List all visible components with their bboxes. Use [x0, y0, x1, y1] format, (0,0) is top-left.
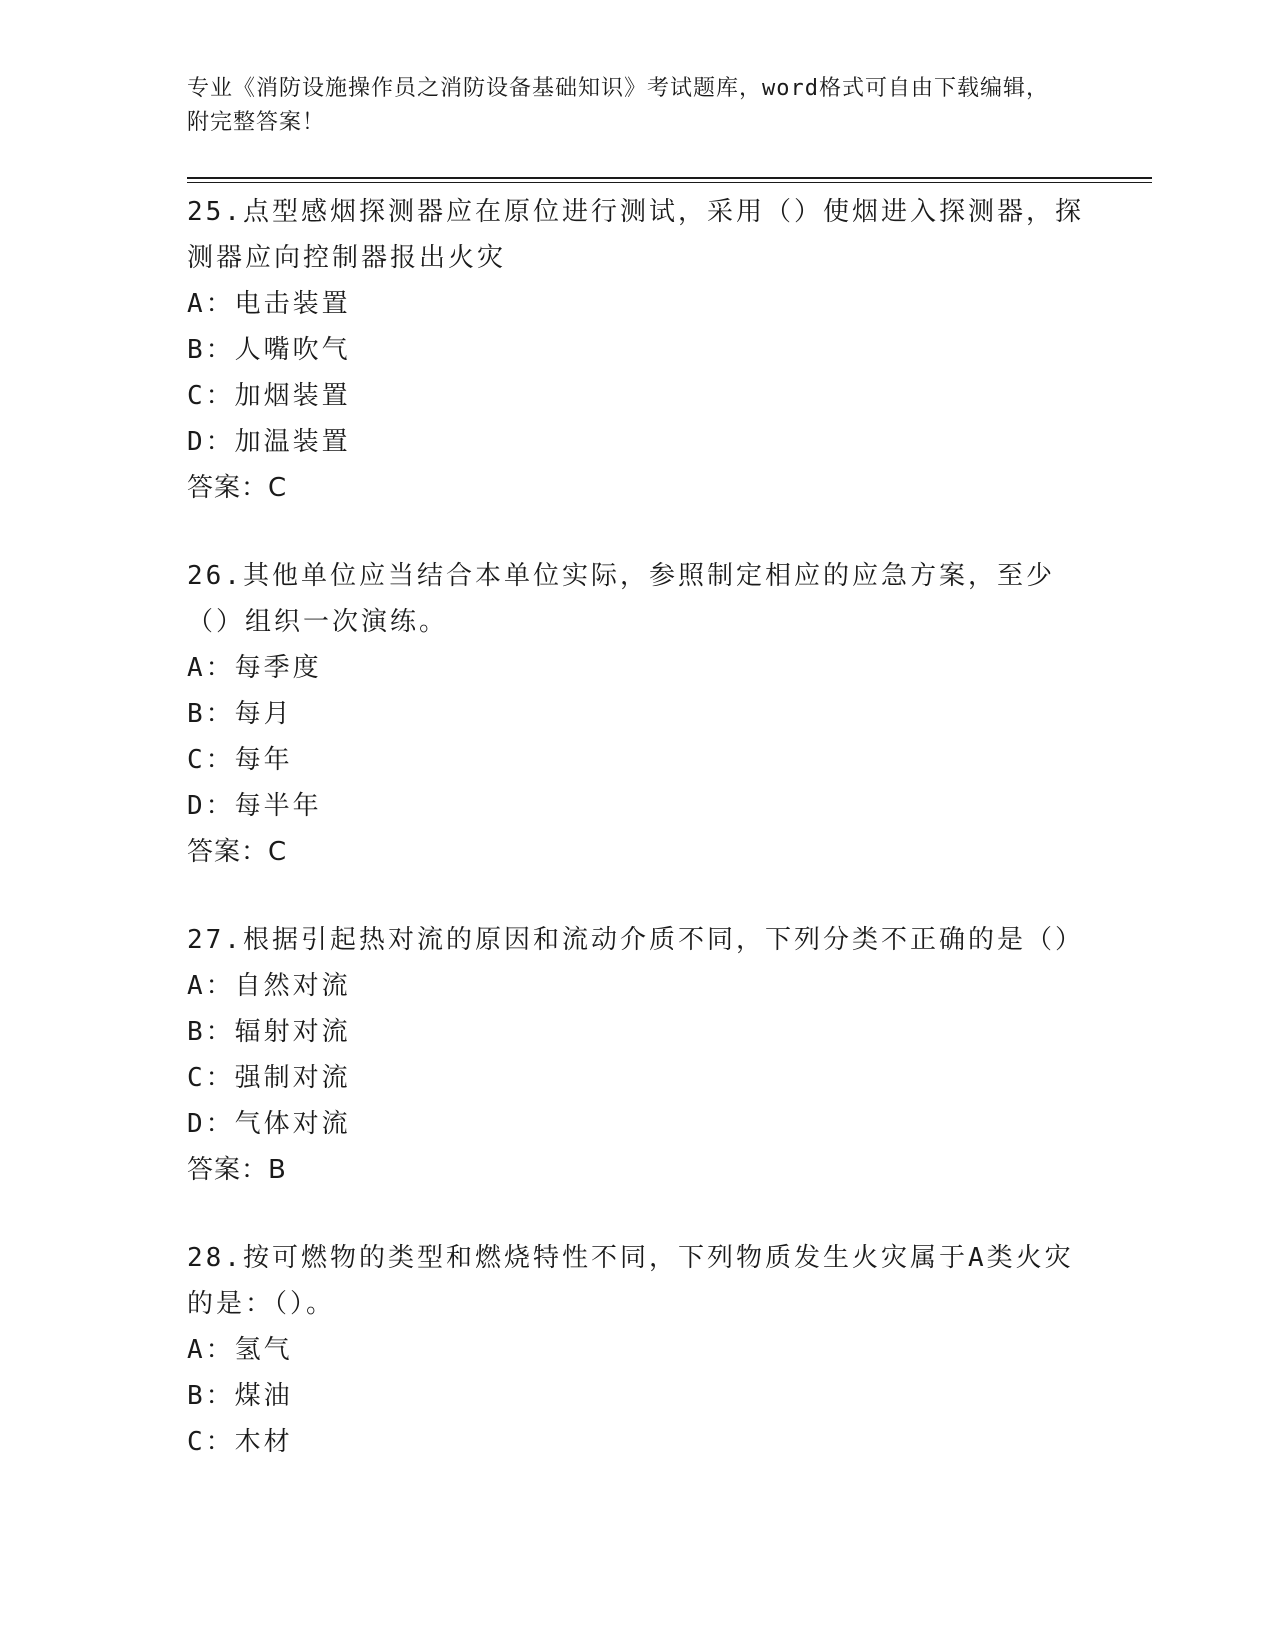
answer-line: 答案：C [187, 473, 288, 503]
option-c: C：木材 [187, 1427, 293, 1457]
header-rule-thin [187, 182, 1152, 183]
answer-line: 答案：B [187, 1155, 287, 1185]
option-a: A：自然对流 [187, 971, 351, 1001]
answer-line: 答案：C [187, 837, 288, 867]
question-27 [187, 917, 1087, 1193]
option-c: C：加烟装置 [187, 381, 351, 411]
option-b: B：每月 [187, 699, 293, 729]
option-b: B：煤油 [187, 1381, 293, 1411]
header-rule-thick [187, 177, 1152, 179]
question-list [187, 189, 1087, 1507]
question-stem: 28.按可燃物的类型和燃烧特性不同，下列物质发生火灾属于A类火灾的是：（）。 [187, 1243, 1074, 1319]
option-b: B：辐射对流 [187, 1017, 351, 1047]
option-d: D：气体对流 [187, 1109, 351, 1139]
option-b: B：人嘴吹气 [187, 335, 351, 365]
option-c: C：强制对流 [187, 1063, 351, 1093]
question-stem: 25.点型感烟探测器应在原位进行测试，采用（）使烟进入探测器，探测器应向控制器报出火灾 [187, 197, 1084, 273]
option-d: D：加温装置 [187, 427, 351, 457]
option-d: D：每半年 [187, 791, 322, 821]
option-a: A：氢气 [187, 1335, 293, 1365]
option-c: C：每年 [187, 745, 293, 775]
option-a: A：电击装置 [187, 289, 351, 319]
question-25 [187, 189, 1087, 511]
question-stem: 26.其他单位应当结合本单位实际，参照制定相应的应急方案，至少（）组织一次演练。 [187, 561, 1055, 637]
document-header: 专业《消防设施操作员之消防设备基础知识》考试题库，word格式可自由下载编辑，附完整答案！ [187, 76, 1049, 135]
question-stem: 27.根据引起热对流的原因和流动介质不同，下列分类不正确的是（） [187, 925, 1084, 955]
question-26 [187, 553, 1087, 875]
option-a: A：每季度 [187, 653, 322, 683]
question-28 [187, 1235, 1087, 1465]
